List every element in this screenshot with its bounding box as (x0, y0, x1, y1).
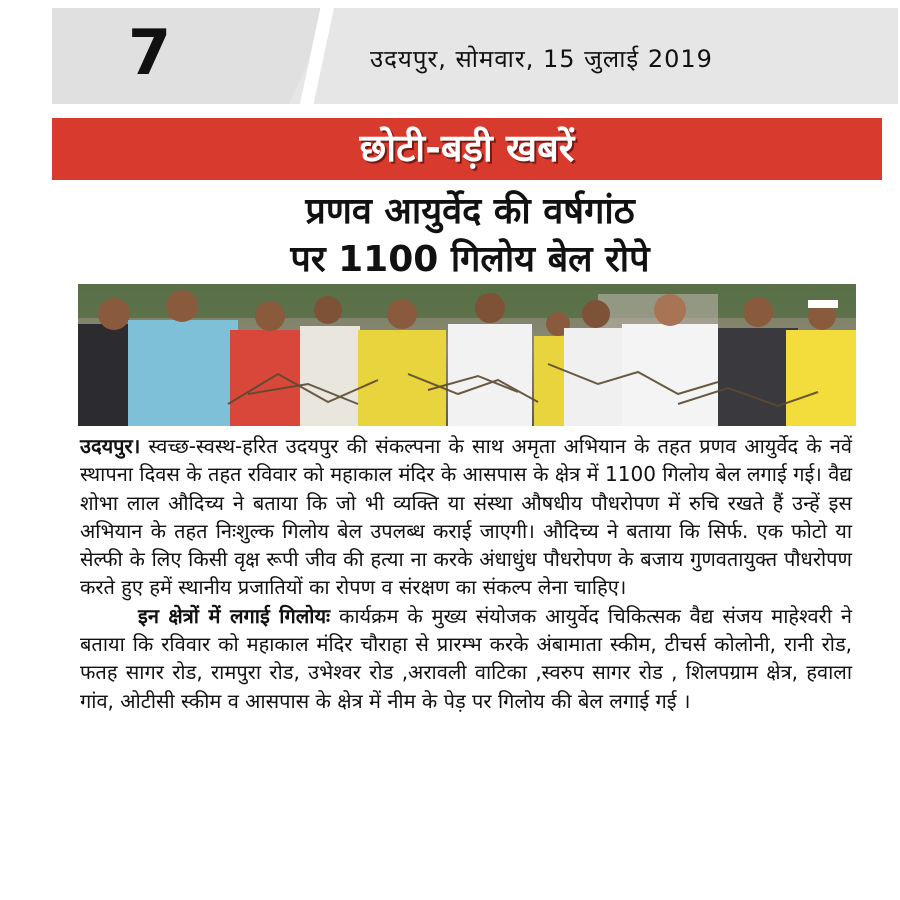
article-body (80, 432, 852, 715)
headline (60, 188, 880, 284)
page-number: 7 (128, 16, 172, 89)
page-number-block (52, 8, 334, 104)
group-photo-illustration (78, 284, 856, 426)
news-photo (78, 284, 856, 426)
headline-line-1: प्रणव आयुर्वेद की वर्षगांठ (305, 191, 635, 232)
dateline: उदयपुर, सोमवार, 15 जुलाई 2019 (370, 45, 713, 73)
paragraph-subheading: इन क्षेत्रों में लगाई गिलोयः (138, 603, 331, 628)
section-title: छोटी-बड़ी खबरें (359, 126, 575, 170)
headline-line-2: पर 1100 गिलोय बेल रोपे (290, 239, 650, 280)
article-paragraph-1 (80, 432, 852, 602)
dateline-place: उदयपुर। (80, 434, 141, 458)
paragraph-1-text: स्वच्छ-स्वस्थ-हरित उदयपुर की संकल्पना के साथ अमृता अभियान के तहत प्रणव आयुर्वेद के नवें स्थापना दिवस के तहत रविवार को महाकाल मंदिर के आसपास के क्षेत्र में 1100 गिलोय बेल लगाई गई। वैद्य शोभा लाल औदिच्य ने बताया कि जो भी व्यक्ति या संस्था औषधीय पौधरोपण में रुचि रखते हैं उन्हें इस अभियान के तहत निःशुल्क गिलोय बेल उपलब्ध कराई जाएगी। औदिच्य ने बताया कि सिर्फ. एक फोटो या सेल्फी के लिए किसी वृक्ष रूपी जीव की हत्या ना करके अंधाधुंध पौधरोपण के बजाय गुणवतायुक्त पौधरोपण करते हुए हमें स्थानीय प्रजातियों का रोपण व संरक्षण का संकल्प लेना चाहिए। (80, 434, 852, 600)
paragraph-2-text: कार्यक्रम के मुख्य संयोजक आयुर्वेद चिकित्सक वैद्य संजय माहेश्वरी ने बताया कि रविवार को महाकाल मंदिर चौराहा से प्रारम्भ करके अंबामाता स्कीम, टीचर्स कोलोनी, रानी रोड, फतह सागर रोड, रामपुरा रोड, उभेश्वर रोड ,अरावली वाटिका ,स्वरुप सागर रोड , शिलपग्राम क्षेत्र, हवाला गांव, ओटीसी स्कीम व आसपास के क्षेत्र में नीम के पेड़ पर गिलोय की बेल लगाई गई । (80, 603, 852, 713)
article-paragraph-2 (80, 602, 852, 715)
